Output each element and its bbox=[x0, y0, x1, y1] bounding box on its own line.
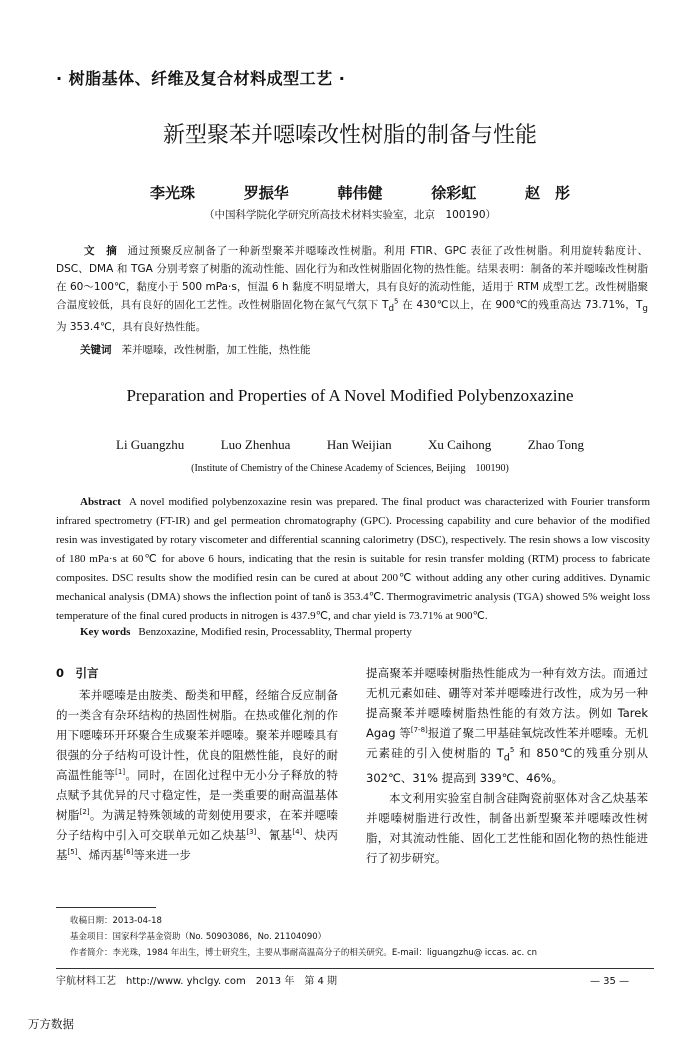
citation-6: [6] bbox=[123, 848, 134, 857]
intro-left-column bbox=[56, 663, 338, 865]
footnote-author: 作者简介：李光珠，1984 年出生，博士研究生，主要从事耐高温高分子的相关研究。E-mail：liguangzhu@ iccas. ac. cn bbox=[70, 948, 538, 958]
footnote-received: 收稿日期：2013-04-18 bbox=[70, 916, 162, 926]
abstract-en-label: Abstract bbox=[80, 496, 121, 508]
footnote-funding: 基金项目：国家科学基金资助（No. 50903086，No. 21104090） bbox=[70, 932, 327, 942]
abstract-cn-text-3: 为 353.4℃，具有良好热性能。 bbox=[56, 321, 207, 334]
keywords-en-text: Benzoxazine, Modified resin, Processablity, Thermal property bbox=[138, 626, 412, 638]
author-cn-1: 李光珠 bbox=[150, 184, 196, 202]
intro-heading: 0 引言 bbox=[56, 666, 99, 680]
intro-text: 、炔丙基 bbox=[56, 828, 339, 862]
abstract-cn-sup: 5 bbox=[394, 297, 399, 306]
authors-chinese bbox=[150, 182, 570, 203]
author-cn-2: 罗振华 bbox=[243, 184, 289, 202]
affiliation-chinese: （中国科学院化学研究所高技术材料实验室，北京 100190） bbox=[203, 209, 497, 221]
page-number: — 35 — bbox=[590, 976, 630, 987]
author-en-1: Li Guangzhu bbox=[116, 437, 185, 452]
footnotes bbox=[70, 913, 537, 961]
intro-sub: d bbox=[503, 752, 510, 764]
keywords-english bbox=[80, 626, 412, 638]
authors-english bbox=[116, 437, 584, 453]
citation-1: [1] bbox=[115, 768, 126, 777]
intro-text: 苯并噁嗪是由胺类、酚类和甲醛，经缩合反应制备的一类含有杂环结构的热固性树脂。在热或催化剂的作用下噁嗪环开环聚合生成聚苯并噁嗪。聚苯并噁嗪具有很强的分子结构可设计性，优良的阻燃性能，良好的耐高温性能等 bbox=[56, 688, 338, 782]
keywords-en-label: Key words bbox=[80, 626, 131, 638]
citation-4: [4] bbox=[292, 828, 303, 837]
intro-paragraph-2: 本文利用实验室自制含硅陶瓷前驱体对含乙炔基苯并噁嗪树脂进行改性，制备出新型聚苯并噁嗪改性树脂，对其流动性能、固化工艺性能和固化物的热性能进行了初步研究。 bbox=[366, 791, 648, 866]
abstract-cn-sub: d bbox=[388, 304, 395, 315]
abstract-cn-text: 通过预聚反应制备了一种新型聚苯并噁嗪改性树脂。利用 FTIR、GPC 表征了改性树脂。利用旋转黏度计、DSC、DMA 和 TGA 分别考察了树脂的流动性能、固化行为和改性树脂固化物的热性能。结果表明：制备的苯并噁嗪改性树脂在 60～100℃，黏度小于 500 mPa·s，恒温 6 h 黏度不明显增大，具有良好的流动性能，适用于 RTM 成型工艺。改性树脂聚合温度较低，具有良好的固化工艺性。改性树脂固化物在氮气气氛下 T bbox=[56, 245, 649, 311]
keywords-cn-text: 苯并噁嗪，改性树脂，加工性能，热性能 bbox=[121, 344, 311, 356]
intro-text: 、烯丙基 bbox=[77, 848, 124, 862]
author-en-3: Han Weijian bbox=[326, 437, 392, 452]
abstract-cn-sub-2: g bbox=[642, 304, 648, 315]
title-chinese: 新型聚苯并噁嗪改性树脂的制备与性能 bbox=[162, 123, 537, 148]
keywords-chinese bbox=[80, 342, 311, 357]
intro-text: 等来进一步 bbox=[133, 848, 191, 862]
intro-text: 。同时，在固化过程中无小分子释放的特点赋予其优异的尺寸稳定性，是一类重要的耐高温基体树脂 bbox=[56, 768, 339, 822]
author-en-4: Xu Caihong bbox=[428, 437, 492, 452]
abstract-cn-label: 文 摘 bbox=[84, 245, 118, 257]
footer-divider bbox=[56, 968, 654, 969]
footnote-divider bbox=[56, 907, 156, 908]
citation-5: [5] bbox=[67, 848, 78, 857]
author-cn-4: 徐彩虹 bbox=[431, 184, 477, 202]
author-en-5: Zhao Tong bbox=[527, 437, 584, 452]
section-tag: · 树脂基体、纤维及复合材料成型工艺 · bbox=[56, 69, 346, 88]
citation-2: [2] bbox=[79, 808, 90, 817]
journal-footer: 宇航材料工艺 http://www. yhclgy. com 2013 年 第 4 期 bbox=[56, 976, 338, 987]
intro-right-column bbox=[366, 663, 648, 868]
title-english: Preparation and Properties of A Novel Modified Polybenzoxazine bbox=[126, 386, 574, 405]
intro-paragraph-1-cont bbox=[366, 663, 648, 788]
citation-7-8: [7-8] bbox=[410, 726, 428, 735]
intro-paragraph-1 bbox=[56, 685, 338, 865]
abstract-en-text: A novel modified polybenzoxazine resin was prepared. The final product was characterized with Fourier transform infrared spectrometry (FT-IR) and gel permeation chromatography (GPC). Processing capability and cure behavior of the modified resin was investigated by rotary viscometer and differential scanning calorimetry (DSC), respectively. The resin shows a low viscosity of 180 mPa·s at 60℃ for above 6 hours, indicating that the resin is suitable for resin transfer molding (RTM) process to fabricate composites. DSC results show the modified resin can be cured at about 200℃ without adding any other curing additives. Dynamic mechanical analysis (DMA) shows the inflection point of tanδ is 353.4℃. Thermogravimetric analysis (TGA) showed 5% weight loss temperature of the final cured products in nitrogen is 437.9℃, and char yield is 73.71% at 900℃. bbox=[56, 496, 650, 622]
intro-text: 。为满足特殊领域的苛刻使用要求，在苯并噁嗪分子结构中引入可交联单元如乙炔基 bbox=[56, 808, 339, 842]
intro-text: 和 850℃的残重分别从 302℃、31% 提高到 339℃、46%。 bbox=[366, 746, 648, 786]
abstract-english bbox=[56, 493, 650, 626]
author-en-2: Luo Zhenhua bbox=[220, 437, 291, 452]
author-cn-5: 赵 彤 bbox=[524, 184, 570, 202]
abstract-cn-text-2: 在 430℃以上，在 900℃的残重高达 73.71%，T bbox=[398, 299, 643, 311]
intro-text: 提高聚苯并噁嗪树脂热性能成为一种有效方法。而通过无机元素如硅、硼等对苯并噁嗪进行改性，成为另一种提高聚苯并噁嗪树脂热性能的有效方法。例如 Tarek Agag 等 bbox=[366, 666, 648, 740]
affiliation-english: (Institute of Chemistry of the Chinese Academy of Sciences, Beijing 100190) bbox=[191, 463, 509, 474]
abstract-chinese bbox=[56, 242, 648, 336]
citation-3: [3] bbox=[246, 828, 257, 837]
intro-text: 、氰基 bbox=[256, 828, 293, 842]
watermark: 万方数据 bbox=[28, 1017, 74, 1031]
intro-sup: 5 bbox=[509, 746, 515, 755]
keywords-cn-label: 关键词 bbox=[80, 344, 112, 356]
intro-text: 报道了聚二甲基硅氧烷改性苯并噁嗪。无机元素硅的引入使树脂的 T bbox=[366, 726, 649, 760]
author-cn-3: 韩伟健 bbox=[337, 184, 383, 202]
